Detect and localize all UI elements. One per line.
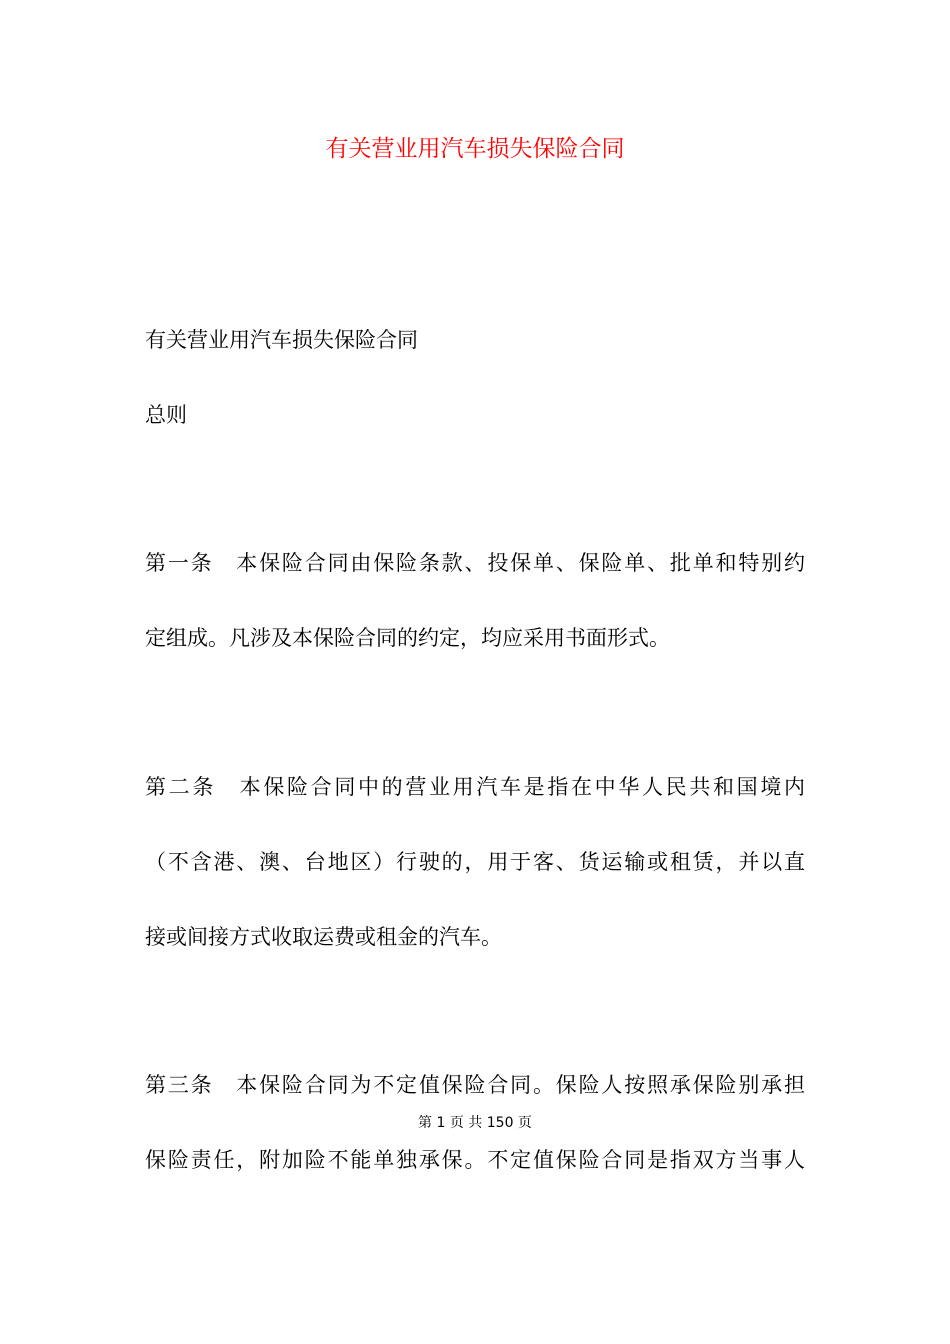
page-number-footer: 第 1 页 共 150 页: [418, 1115, 532, 1131]
section-heading: 总则: [145, 403, 187, 427]
article-2-line-3: 接或间接方式收取运费或租金的汽车。: [145, 925, 502, 949]
article-3-line-2: 保险责任，附加险不能单独承保。不定值保险合同是指双方当事人: [145, 1148, 805, 1172]
article-2-line-1: 第二条 本保险合同中的营业用汽车是指在中华人民共和国境内: [145, 775, 805, 799]
article-3-line-1: 第三条 本保险合同为不定值保险合同。保险人按照承保险别承担: [145, 1073, 805, 1097]
article-1-line-2: 定组成。凡涉及本保险合同的约定，均应采用书面形式。: [145, 626, 670, 650]
document-title: 有关营业用汽车损失保险合同: [325, 136, 625, 162]
article-1-line-1: 第一条 本保险合同由保险条款、投保单、保险单、批单和特别约: [145, 551, 805, 575]
article-2-line-2: （不含港、澳、台地区）行驶的，用于客、货运输或租赁，并以直: [145, 850, 805, 874]
document-subtitle: 有关营业用汽车损失保险合同: [145, 328, 418, 352]
